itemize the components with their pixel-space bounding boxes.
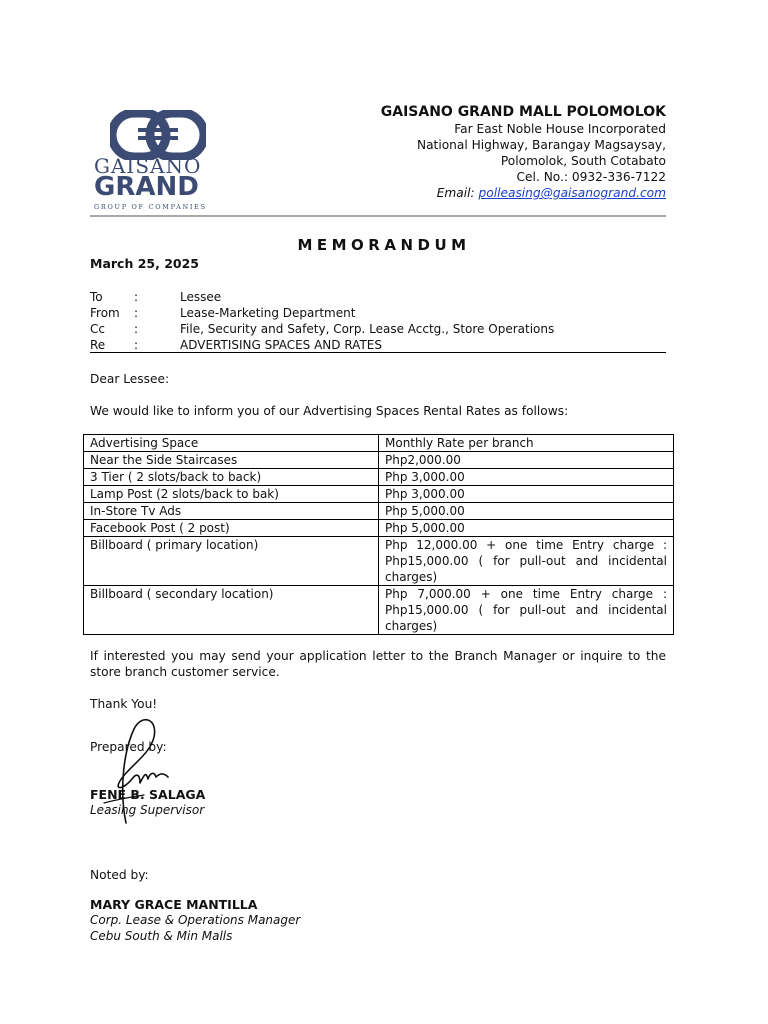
closing-paragraph: If interested you may send your application letter to the Branch Manager or inquire to the store branch customer service. [90,649,666,679]
email-label: Email: [436,186,475,200]
handwritten-signature [98,715,178,835]
table-row [84,503,674,520]
header-divider [90,215,666,217]
field-colon: : [134,290,139,304]
cel-number: Cel. No.: 0932-336-7122 [516,170,666,184]
noted-by-label: Noted by: [90,868,149,882]
field-key: To [90,290,103,304]
field-to [90,289,666,305]
table-row [84,486,674,503]
logo-text-gaisano: GAISANO [94,154,202,178]
field-cc [90,321,666,337]
greeting: Dear Lessee: [90,372,170,386]
field-value: Lease-Marketing Department [180,306,356,320]
email-line [381,185,666,201]
rate-cell: Php 5,000.00 [379,520,674,537]
address-line-1: National Highway, Barangay Magsaysay, [416,138,666,152]
logo-text-grand: GRAND [94,172,199,202]
field-colon: : [134,306,139,320]
noter-name: MARY GRACE MANTILLA [90,897,258,912]
field-from [90,305,666,321]
field-value: File, Security and Safety, Corp. Lease Acctg., Store Operations [180,322,555,336]
rate-cell: Php2,000.00 [379,452,674,469]
table-header-cell: Monthly Rate per branch [379,435,674,452]
logo-rings-icon [110,110,206,160]
address-line-2: Polomolok, South Cotabato [500,154,666,168]
table-row [84,520,674,537]
memo-fields [90,289,666,353]
noter-title-line-2: Cebu South & Min Malls [90,929,233,943]
space-cell: Billboard ( secondary location) [84,586,379,635]
memo-date: March 25, 2025 [90,256,199,271]
table-row [84,469,674,486]
rate-cell: Php 7,000.00 + one time Entry charge : Php15,000.00 ( for pull-out and incidental charges) [379,586,674,635]
space-cell: Billboard ( primary location) [84,537,379,586]
table-header-cell: Advertising Space [84,435,379,452]
field-value: Lessee [180,290,222,304]
email-link[interactable]: polleasing@gaisanogrand.com [478,186,666,200]
field-re [90,337,666,353]
intro-paragraph: We would like to inform you of our Advertising Spaces Rental Rates as follows: [90,404,569,418]
rate-cell: Php 3,000.00 [379,486,674,503]
rate-cell: Php 5,000.00 [379,503,674,520]
space-cell: Facebook Post ( 2 post) [84,520,379,537]
rate-cell: Php 3,000.00 [379,469,674,486]
subsidiary-name: Far East Noble House Incorporated [454,122,666,136]
table-row [84,586,674,635]
fields-divider [90,352,666,353]
preparer-name: FENE B. SALAGA [90,787,206,802]
field-colon: : [134,338,139,352]
letterhead [381,104,666,201]
thank-you: Thank You! [90,697,158,711]
space-cell: Lamp Post (2 slots/back to bak) [84,486,379,503]
prepared-by-label: Prepared by: [90,740,167,754]
table-header-row [84,435,674,452]
memo-title: MEMORANDUM [297,236,471,254]
space-cell: Near the Side Staircases [84,452,379,469]
field-value: ADVERTISING SPACES AND RATES [180,338,382,352]
space-cell: 3 Tier ( 2 slots/back to back) [84,469,379,486]
space-cell: In-Store Tv Ads [84,503,379,520]
field-key: Cc [90,322,105,336]
company-logo [90,110,230,210]
table-row [84,452,674,469]
preparer-title: Leasing Supervisor [90,803,205,817]
rates-table [83,434,674,635]
field-key: From [90,306,120,320]
table-row [84,537,674,586]
field-key: Re [90,338,106,352]
noter-title-line-1: Corp. Lease & Operations Manager [90,913,301,927]
logo-text-group: GROUP OF COMPANIES [94,203,207,211]
rate-cell: Php 12,000.00 + one time Entry charge : Php15,000.00 ( for pull-out and incidental charges) [379,537,674,586]
field-colon: : [134,322,139,336]
company-name: GAISANO GRAND MALL POLOMOLOK [380,104,666,120]
